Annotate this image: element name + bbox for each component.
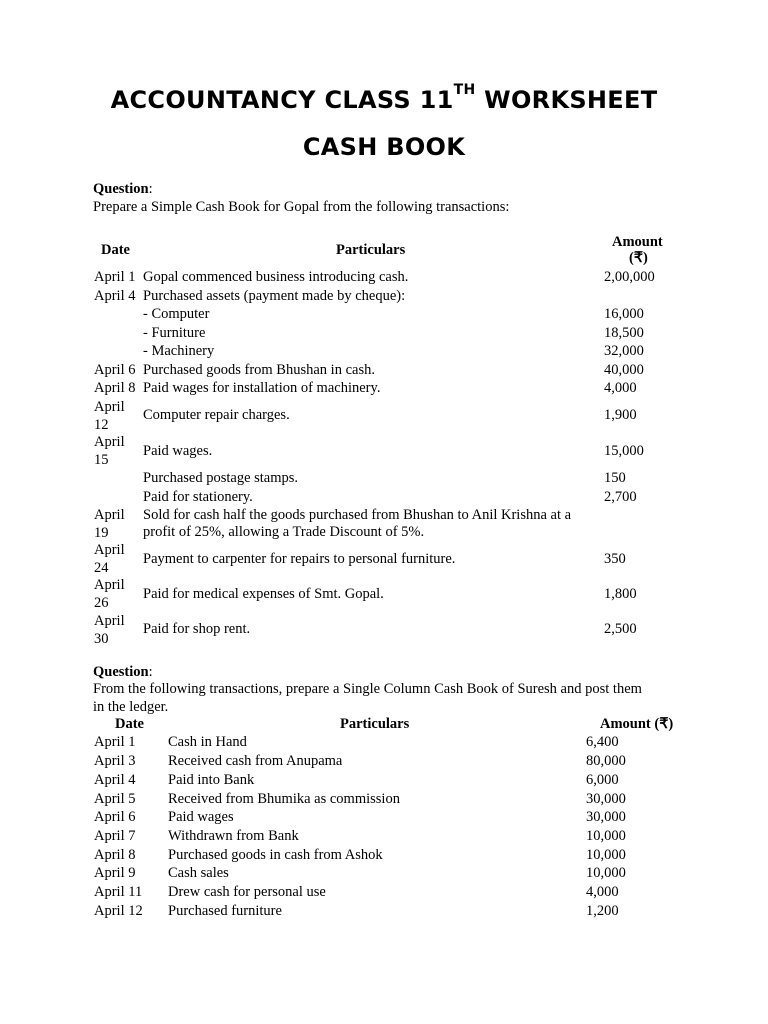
table-row-amount: 350 [604, 551, 626, 567]
table-row-date: April 3 [94, 753, 136, 769]
question-2-label: Question [93, 664, 149, 680]
table-row-particulars: Received from Bhumika as commission [168, 791, 400, 807]
table-1-header-amount: Amount [612, 234, 663, 250]
table-row-date: April 6 [94, 809, 136, 825]
table-row-particulars: Cash in Hand [168, 734, 247, 750]
table-1-header-particulars: Particulars [336, 242, 406, 258]
table-row-date: April 4 [94, 772, 136, 788]
table-2-header-particulars: Particulars [340, 716, 410, 732]
table-row-particulars: - Computer [143, 306, 210, 322]
table-row-particulars: Purchased goods from Bhushan in cash. [143, 362, 375, 378]
question-1-text: Prepare a Simple Cash Book for Gopal from the following transactions: [93, 199, 510, 215]
table-row-particulars-continued: profit of 25%, allowing a Trade Discount of 5%. [143, 524, 425, 540]
table-row-particulars: Received cash from Anupama [168, 753, 343, 769]
table-row-date: April 4 [94, 288, 136, 304]
table-row-amount: 80,000 [586, 753, 626, 769]
table-row-particulars: Computer repair charges. [143, 407, 290, 423]
question-2-heading [93, 663, 153, 681]
question-2-text: From the following transactions, prepare a Single Column Cash Book of Suresh and post them in the ledger. [93, 681, 642, 715]
question-1-label: Question [93, 181, 149, 197]
table-row-amount: 2,700 [604, 489, 637, 505]
table-row-particulars: Purchased postage stamps. [143, 470, 299, 486]
table-row-date: April 1 [94, 269, 136, 285]
table-row-date: April 8 [94, 847, 136, 863]
table-row-particulars: Paid for stationery. [143, 489, 253, 505]
question-2-colon: : [148, 664, 153, 680]
table-row-date: April 30 [94, 613, 125, 647]
table-row-particulars: Withdrawn from Bank [168, 828, 299, 844]
table-row-date: April 24 [94, 542, 125, 576]
table-row-particulars: Paid for medical expenses of Smt. Gopal. [143, 586, 384, 602]
table-row-date: April 8 [94, 380, 136, 396]
table-row-amount: 40,000 [604, 362, 644, 378]
table-row-date: April 12 [94, 903, 143, 919]
table-2-header-date: Date [115, 716, 144, 732]
table-row-amount: 18,500 [604, 325, 644, 341]
title-superscript: TH [453, 82, 476, 98]
table-row-particulars: Purchased assets (payment made by cheque): [143, 288, 406, 304]
table-row-amount: 1,200 [586, 903, 619, 919]
table-2-header-amount: Amount (₹) [600, 716, 674, 732]
table-row-particulars: Cash sales [168, 865, 229, 881]
table-row-amount: 15,000 [604, 443, 644, 459]
table-row-particulars: Purchased goods in cash from Ashok [168, 847, 383, 863]
table-1-header-date: Date [101, 242, 130, 258]
table-row-amount: 1,800 [604, 586, 637, 602]
table-row-date: April 9 [94, 865, 136, 881]
table-row-date: April 1 [94, 734, 136, 750]
table-row-particulars: - Furniture [143, 325, 206, 341]
table-row-date: April 7 [94, 828, 136, 844]
table-row-particulars: Purchased furniture [168, 903, 282, 919]
table-row-particulars: Paid wages. [143, 443, 213, 459]
table-row-particulars: Drew cash for personal use [168, 884, 326, 900]
table-row-amount: 4,000 [586, 884, 619, 900]
table-row-date: April 12 [94, 399, 125, 433]
table-row-particulars: Paid wages [168, 809, 234, 825]
table-row-amount: 10,000 [586, 865, 626, 881]
table-row-particulars: Paid into Bank [168, 772, 255, 788]
table-row-date: April 6 [94, 362, 136, 378]
table-1-header-amount-unit: (₹) [629, 250, 648, 266]
page-subtitle: CASH BOOK [302, 133, 466, 161]
question-1-colon: : [148, 181, 153, 197]
table-row-particulars: Sold for cash half the goods purchased from Bhushan to Anil Krishna at a [143, 507, 572, 523]
table-row-particulars: Gopal commenced business introducing cash. [143, 269, 409, 285]
table-row-amount: 2,500 [604, 621, 637, 637]
table-row-amount: 6,000 [586, 772, 619, 788]
table-row-amount: 10,000 [586, 847, 626, 863]
table-row-date: April 26 [94, 577, 125, 611]
table-row-amount: 150 [604, 470, 626, 486]
table-row-date: April 11 [94, 884, 143, 900]
title-suffix: WORKSHEET [475, 86, 658, 114]
table-row-particulars: Paid wages for installation of machinery. [143, 380, 381, 396]
table-row-particulars: Paid for shop rent. [143, 621, 251, 637]
page-title [0, 82, 768, 114]
title-main: ACCOUNTANCY CLASS 11 [110, 86, 454, 114]
table-row-date: April 5 [94, 791, 136, 807]
table-row-amount: 32,000 [604, 343, 644, 359]
table-row-amount: 10,000 [586, 828, 626, 844]
table-row-amount: 2,00,000 [604, 269, 655, 285]
table-row-amount: 4,000 [604, 380, 637, 396]
table-row-amount: 30,000 [586, 791, 626, 807]
table-row-amount: 16,000 [604, 306, 644, 322]
table-row-amount: 6,400 [586, 734, 619, 750]
table-row-amount: 30,000 [586, 809, 626, 825]
table-row-amount: 1,900 [604, 407, 637, 423]
question-1-heading [93, 180, 153, 198]
table-row-particulars: Payment to carpenter for repairs to personal furniture. [143, 551, 456, 567]
table-row-particulars: - Machinery [143, 343, 215, 359]
table-row-date: April 15 [94, 434, 125, 468]
table-row-date: April 19 [94, 507, 125, 541]
